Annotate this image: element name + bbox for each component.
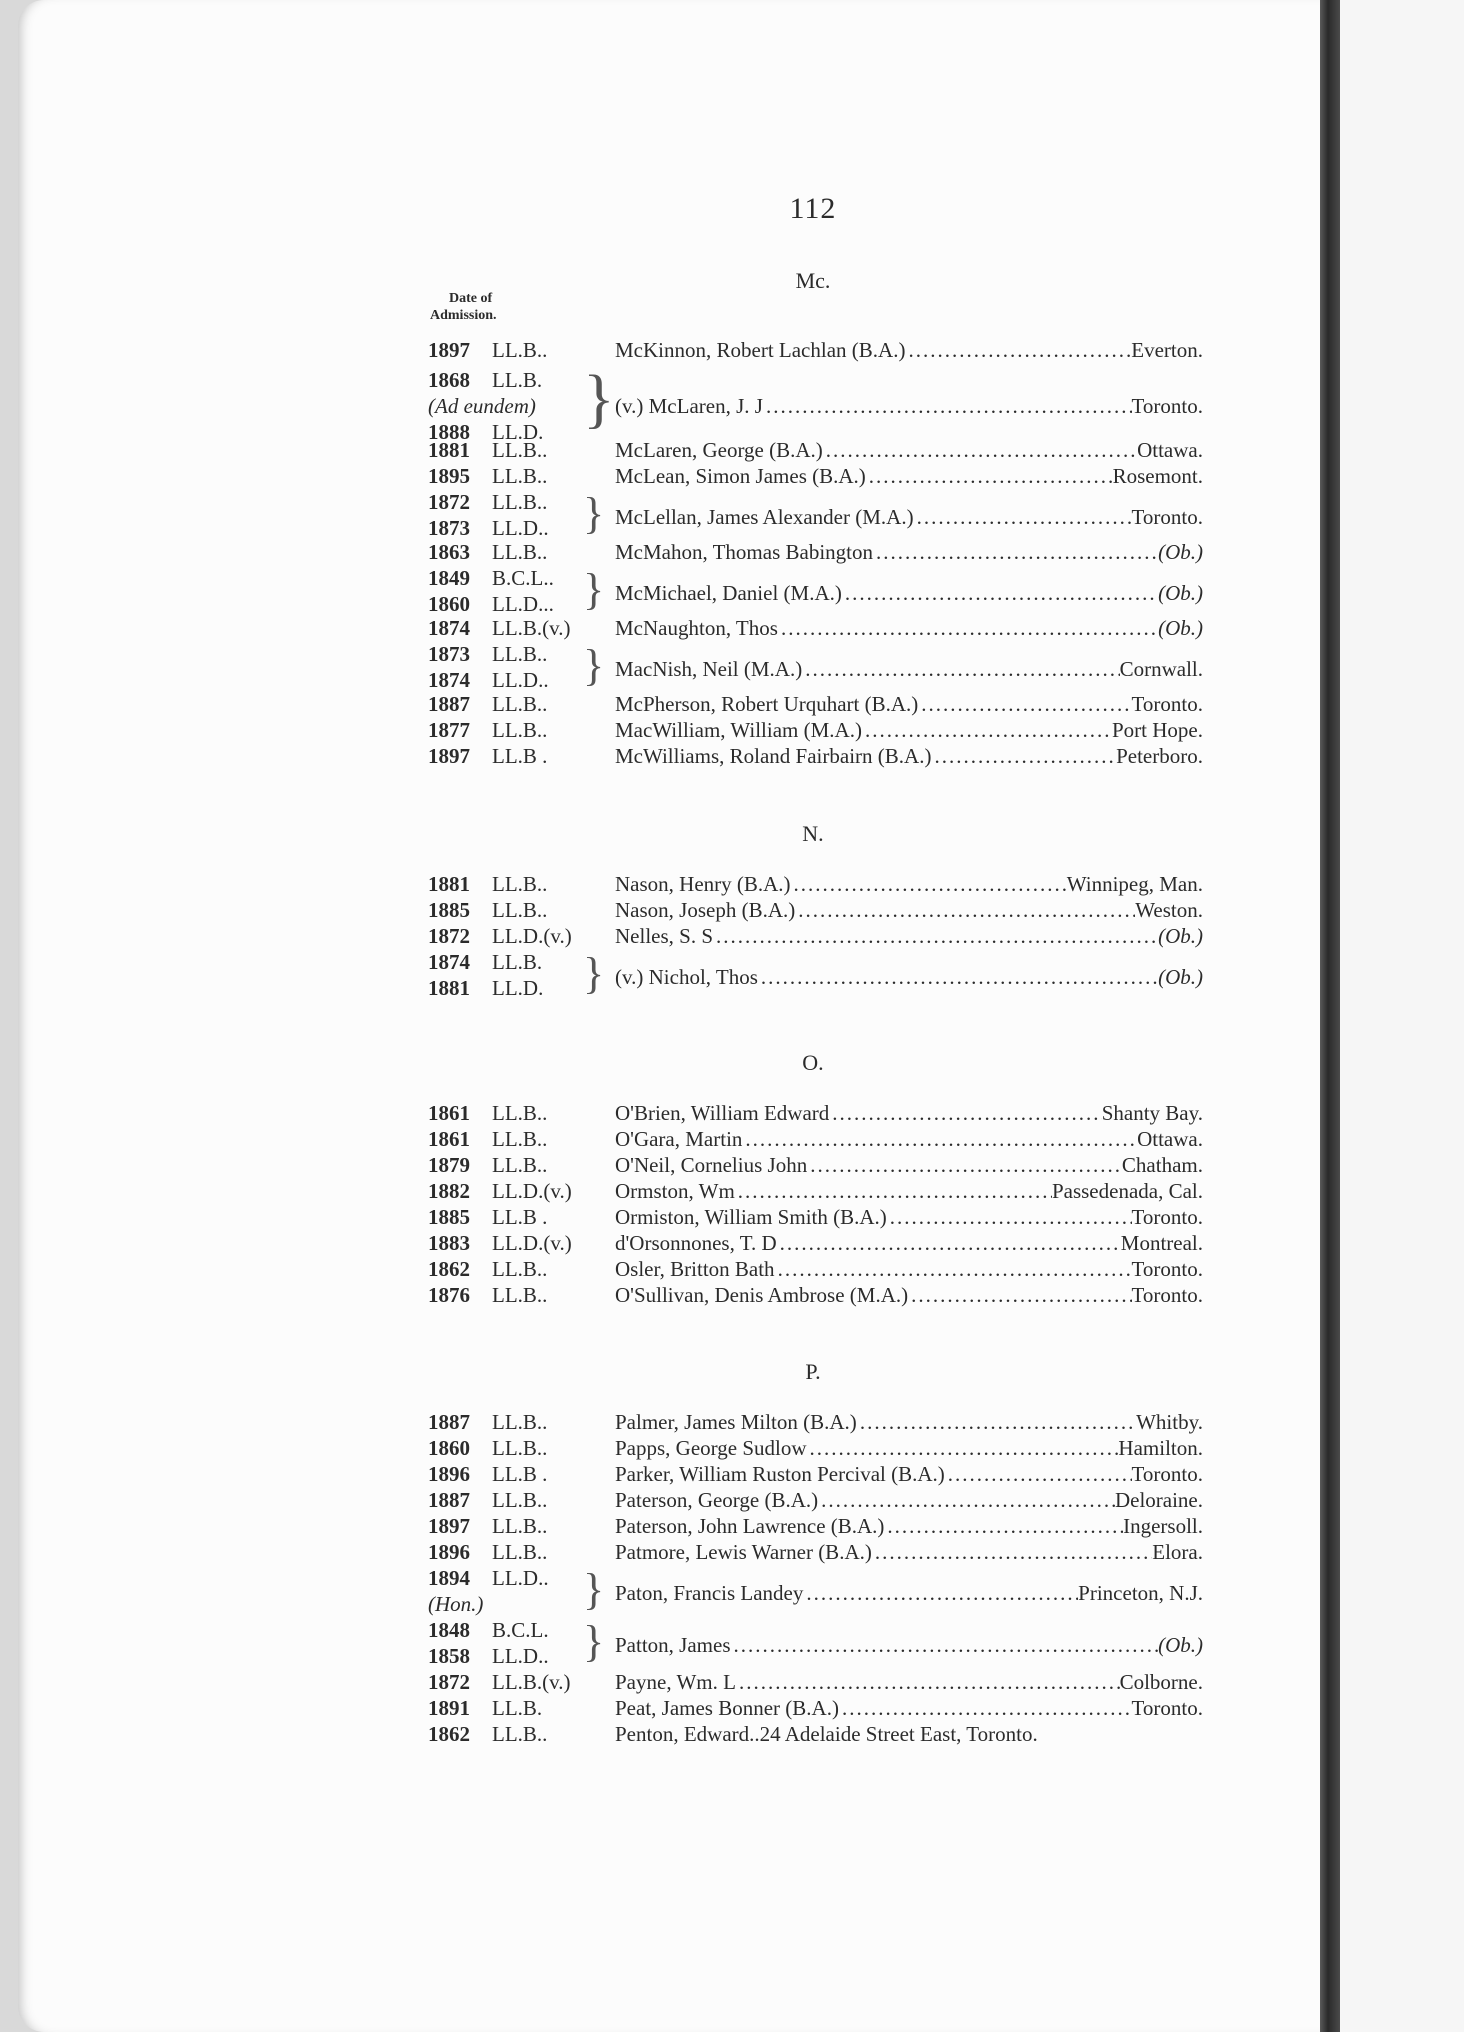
degree: LL.B.. [492, 490, 548, 514]
grouping-brace: } [583, 1565, 605, 1614]
degree: LL.D.. [492, 516, 549, 540]
entry-name: MacNish, Neil (M.A.) [615, 657, 803, 681]
dot-leader [803, 1581, 1078, 1606]
entry-line [615, 657, 1203, 682]
register-entry [428, 1488, 1203, 1514]
dot-leader [884, 1514, 1123, 1539]
register-entry [428, 1179, 1203, 1205]
degree: LL.B . [492, 1462, 548, 1486]
dot-leader [866, 464, 1113, 489]
admission-year: 1860 [428, 1436, 470, 1460]
entry-line [615, 1722, 1203, 1747]
section-heading: N. [802, 821, 824, 846]
dot-leader [742, 1127, 1137, 1152]
entry-place: Hamilton. [1118, 1436, 1203, 1460]
register-entry [428, 1257, 1203, 1283]
entry-line [615, 505, 1203, 530]
entry-name: Palmer, James Milton (B.A.) [615, 1410, 857, 1434]
degree: LL.D. [492, 420, 544, 444]
degree: LL.B.. [492, 1436, 548, 1460]
entry-place: (Ob.) [1158, 1633, 1203, 1657]
dot-leader [829, 1101, 1101, 1126]
dot-leader [908, 1283, 1131, 1308]
entry-place: Toronto. [1131, 505, 1203, 529]
grouping-brace: } [583, 489, 605, 538]
entry-place: Princeton, N.J. [1078, 1581, 1203, 1605]
register-entry [428, 692, 1203, 718]
entry-line [615, 1101, 1203, 1126]
dot-leader [857, 1410, 1136, 1435]
degree: LL.B . [492, 1205, 548, 1229]
degree: LL.B. [492, 1696, 543, 1720]
grouping-brace: } [583, 1617, 605, 1666]
entry-name: Paterson, George (B.A.) [615, 1488, 819, 1512]
entry-line [615, 616, 1203, 641]
entry-name: (v.) Nichol, Thos [615, 965, 758, 989]
dot-leader [839, 1696, 1132, 1721]
entry-place: Toronto. [1131, 692, 1203, 716]
admission-year: 1895 [428, 464, 470, 488]
entry-name: McLean, Simon James (B.A.) [615, 464, 866, 488]
entry-name: McMahon, Thomas Babington [615, 540, 874, 564]
register-entry [428, 1540, 1203, 1566]
register-entry [428, 924, 1203, 950]
degree: LL.B.. [492, 718, 548, 742]
entry-place: Toronto. [1131, 1205, 1203, 1229]
entry-place: Rosemont. [1112, 464, 1203, 488]
admission-year: 1885 [428, 1205, 470, 1229]
entry-line [615, 464, 1203, 489]
entry-place: Ottawa. [1137, 1127, 1203, 1151]
dot-leader [818, 1488, 1115, 1513]
degree: LL.D. [492, 976, 544, 1000]
entry-line [615, 1179, 1203, 1204]
admission-year: 1861 [428, 1101, 470, 1125]
entry-line [615, 1257, 1203, 1282]
dot-leader [945, 1462, 1132, 1487]
entry-place: (Ob.) [1158, 616, 1203, 640]
entry-name: Ormston, Wm [615, 1179, 735, 1203]
degree: LL.B.. [492, 540, 548, 564]
admission-year: 1888 [428, 420, 470, 444]
entry-line [615, 1205, 1203, 1230]
admission-year: 1881 [428, 976, 470, 1000]
admission-year: 1862 [428, 1722, 470, 1746]
grouping-brace: } [583, 641, 605, 690]
dot-leader [905, 338, 1131, 363]
entry-line [615, 744, 1203, 769]
entry-line [615, 438, 1203, 463]
register-entry [428, 490, 1203, 542]
dot-leader [823, 438, 1137, 463]
grouping-brace: } [583, 362, 615, 435]
admission-year: 1874 [428, 616, 470, 640]
register-entry [428, 464, 1203, 490]
admission-year: 1896 [428, 1540, 470, 1564]
register-entry [428, 1696, 1203, 1722]
entry-place: Montreal. [1120, 1231, 1203, 1255]
entry-place: (Ob.) [1158, 581, 1203, 605]
entry-line [615, 924, 1203, 949]
dot-leader [918, 692, 1131, 717]
entry-place: Passedenada, Cal. [1051, 1179, 1203, 1203]
entry-place: Everton. [1131, 338, 1203, 362]
entry-name: MacWilliam, William (M.A.) [615, 718, 862, 742]
admission-year: 1872 [428, 490, 470, 514]
book-gutter [1320, 0, 1340, 2032]
degree: LL.B.. [492, 872, 548, 896]
entry-name: Nelles, S. S [615, 924, 714, 948]
entry-place: Peterboro. [1116, 744, 1203, 768]
degree: LL.B.. [492, 1410, 548, 1434]
entry-line [615, 1283, 1203, 1308]
entry-line [615, 1696, 1203, 1721]
degree: LL.D.(v.) [492, 1231, 572, 1255]
degree: LL.B.. [492, 1101, 548, 1125]
admission-year: 1887 [428, 1410, 470, 1434]
register-entry [428, 1722, 1203, 1748]
degree: (Hon.) [428, 1592, 484, 1616]
register-entry [428, 1127, 1203, 1153]
dot-leader [887, 1205, 1132, 1230]
admission-year: 1887 [428, 692, 470, 716]
admission-year: 1881 [428, 438, 470, 462]
entry-name: O'Gara, Martin [615, 1127, 743, 1151]
facing-page-edge [1340, 0, 1464, 2032]
register-entry [428, 1153, 1203, 1179]
register-entry [428, 1205, 1203, 1231]
entry-line [615, 1540, 1203, 1565]
register-entry [428, 872, 1203, 898]
register-entry [428, 718, 1203, 744]
degree: LL.D.(v.) [492, 1179, 572, 1203]
entry-line [615, 1670, 1203, 1695]
degree: LL.B.. [492, 1514, 548, 1538]
register-entry [428, 950, 1203, 1002]
entry-line [615, 1514, 1203, 1539]
dot-leader [735, 1179, 1052, 1204]
admission-year: 1883 [428, 1231, 470, 1255]
entry-name: O'Sullivan, Denis Ambrose (M.A.) [615, 1283, 909, 1307]
dot-leader [842, 581, 1158, 606]
entry-place: Deloraine. [1114, 1488, 1203, 1512]
degree: LL.B.. [492, 1127, 548, 1151]
register-entry [428, 362, 1203, 446]
entry-place: Toronto. [1131, 1696, 1203, 1720]
admission-year: 1872 [428, 1670, 470, 1694]
entry-place: Shanty Bay. [1101, 1101, 1203, 1125]
dot-leader [778, 616, 1158, 641]
degree: LL.B.. [492, 464, 548, 488]
entry-name: Osler, Britton Bath [615, 1257, 775, 1281]
entry-line [615, 1462, 1203, 1487]
column-header-line-1: Date of [449, 291, 493, 306]
section-heading: Mc. [795, 268, 831, 293]
register-entry [428, 1618, 1203, 1670]
entry-place: Elora. [1152, 1540, 1203, 1564]
register-entry [428, 1436, 1203, 1462]
column-header-line-2: Admission. [430, 308, 497, 323]
degree: (Ad eundem) [428, 394, 536, 418]
dot-leader [713, 924, 1158, 949]
degree: LL.B.. [492, 438, 548, 462]
degree: B.C.L.. [492, 566, 554, 590]
register-entry [428, 1462, 1203, 1488]
register-entry [428, 1670, 1203, 1696]
register-entry [428, 438, 1203, 464]
dot-leader [872, 1540, 1152, 1565]
admission-year: 1873 [428, 516, 470, 540]
admission-year: 1897 [428, 1514, 470, 1538]
entry-name: McKinnon, Robert Lachlan (B.A.) [615, 338, 906, 362]
degree: LL.B.. [492, 1153, 548, 1177]
dot-leader [791, 872, 1067, 897]
entry-name: McNaughton, Thos [615, 616, 778, 640]
entry-line [615, 718, 1203, 743]
register-entry [428, 1410, 1203, 1436]
entry-place: Ottawa. [1137, 438, 1203, 462]
entry-place: Toronto. [1131, 394, 1203, 418]
entry-name: Paterson, John Lawrence (B.A.) [615, 1514, 885, 1538]
admission-year: 1882 [428, 1179, 470, 1203]
register-entry [428, 642, 1203, 694]
entry-name: Penton, Edward..24 Adelaide Street East, Toronto. [615, 1722, 1038, 1746]
admission-year: 1885 [428, 898, 470, 922]
degree: LL.B.(v.) [492, 1670, 571, 1694]
degree: LL.B. [492, 950, 543, 974]
admission-year: 1860 [428, 592, 470, 616]
degree: LL.D... [492, 592, 554, 616]
admission-year: 1874 [428, 668, 470, 692]
grouping-brace: } [583, 565, 605, 614]
admission-year: 1874 [428, 950, 470, 974]
entry-line [615, 540, 1203, 565]
degree: LL.B.. [492, 642, 548, 666]
entry-name: (v.) McLaren, J. J [615, 394, 763, 418]
entry-name: Peat, James Bonner (B.A.) [615, 1696, 839, 1720]
admission-year: 1858 [428, 1644, 470, 1668]
entry-name: McWilliams, Roland Fairbairn (B.A.) [615, 744, 932, 768]
page-number: 112 [789, 192, 837, 225]
degree: LL.D.. [492, 1644, 549, 1668]
degree: LL.B.. [492, 1540, 548, 1564]
entry-place: (Ob.) [1158, 965, 1203, 989]
entry-name: McLaren, George (B.A.) [615, 438, 823, 462]
admission-year: 1868 [428, 368, 470, 392]
degree: LL.D.. [492, 668, 549, 692]
degree: LL.B.. [492, 898, 548, 922]
register-entry [428, 744, 1203, 770]
degree: LL.B.. [492, 1257, 548, 1281]
entry-name: Ormiston, William Smith (B.A.) [615, 1205, 887, 1229]
entry-name: Paton, Francis Landey [615, 1581, 804, 1605]
admission-year: 1876 [428, 1283, 470, 1307]
degree: LL.D.. [492, 1566, 549, 1590]
entry-line [615, 1153, 1203, 1178]
section-heading: P. [805, 1359, 821, 1384]
dot-leader [873, 540, 1158, 565]
degree: LL.B.(v.) [492, 616, 571, 640]
register-entry [428, 616, 1203, 642]
dot-leader [914, 505, 1132, 530]
entry-name: Patmore, Lewis Warner (B.A.) [615, 1540, 872, 1564]
dot-leader [763, 394, 1132, 419]
column-header [430, 290, 497, 324]
register-entry [428, 338, 1203, 364]
degree: LL.B. [492, 368, 543, 392]
book-page [18, 0, 1320, 2032]
dot-leader [807, 1153, 1122, 1178]
register-entry [428, 566, 1203, 618]
degree: LL.B.. [492, 1283, 548, 1307]
entry-name: McLellan, James Alexander (M.A.) [615, 505, 914, 529]
section-heading: O. [802, 1050, 824, 1075]
entry-line [615, 965, 1203, 990]
entry-line [615, 338, 1203, 363]
dot-leader [807, 1436, 1119, 1461]
entry-place: (Ob.) [1158, 540, 1203, 564]
entry-line [615, 1488, 1203, 1513]
entry-place: (Ob.) [1158, 924, 1203, 948]
entry-line [615, 898, 1203, 923]
entry-line [615, 1436, 1203, 1461]
entry-line [615, 1410, 1203, 1435]
dot-leader [802, 657, 1119, 682]
admission-year: 1897 [428, 338, 470, 362]
entry-place: Toronto. [1131, 1257, 1203, 1281]
entry-place: Winnipeg, Man. [1066, 872, 1203, 896]
entry-place: Whitby. [1136, 1410, 1203, 1434]
entry-place: Toronto. [1131, 1283, 1203, 1307]
degree: LL.B.. [492, 692, 548, 716]
admission-year: 1863 [428, 540, 470, 564]
entry-line [615, 1633, 1203, 1658]
admission-year: 1896 [428, 1462, 470, 1486]
register-entry [428, 1514, 1203, 1540]
admission-year: 1848 [428, 1618, 470, 1642]
entry-place: Toronto. [1131, 1462, 1203, 1486]
grouping-brace: } [583, 949, 605, 998]
admission-year: 1877 [428, 718, 470, 742]
register-entry [428, 1566, 1203, 1618]
dot-leader [731, 1633, 1159, 1658]
admission-year: 1891 [428, 1696, 470, 1720]
admission-year: 1887 [428, 1488, 470, 1512]
entry-line [615, 394, 1203, 419]
register-entry [428, 1283, 1203, 1309]
entry-line [615, 872, 1203, 897]
entry-place: Port Hope. [1112, 718, 1203, 742]
admission-year: 1872 [428, 924, 470, 948]
register-entry [428, 1231, 1203, 1257]
degree: LL.D.(v.) [492, 924, 572, 948]
dot-leader [795, 898, 1135, 923]
admission-year: 1873 [428, 642, 470, 666]
dot-leader [758, 965, 1158, 990]
degree: LL.B.. [492, 338, 548, 362]
admission-year: 1849 [428, 566, 470, 590]
register-entry [428, 898, 1203, 924]
dot-leader [931, 744, 1116, 769]
entry-line [615, 581, 1203, 606]
register-entry [428, 1101, 1203, 1127]
entry-place: Chatham. [1121, 1153, 1203, 1177]
entry-line [615, 692, 1203, 717]
entry-name: McPherson, Robert Urquhart (B.A.) [615, 692, 919, 716]
admission-year: 1879 [428, 1153, 470, 1177]
admission-year: 1881 [428, 872, 470, 896]
entry-name: O'Neil, Cornelius John [615, 1153, 808, 1177]
admission-year: 1894 [428, 1566, 470, 1590]
entry-name: Patton, James [615, 1633, 731, 1657]
degree: LL.B . [492, 744, 548, 768]
entry-name: McMichael, Daniel (M.A.) [615, 581, 842, 605]
entry-name: Nason, Henry (B.A.) [615, 872, 791, 896]
dot-leader [736, 1670, 1120, 1695]
admission-year: 1862 [428, 1257, 470, 1281]
entry-name: O'Brien, William Edward [615, 1101, 830, 1125]
entry-place: Cornwall. [1119, 657, 1203, 681]
dot-leader [775, 1257, 1132, 1282]
dot-leader [862, 718, 1112, 743]
entry-name: Payne, Wm. L [615, 1670, 736, 1694]
entry-place: Weston. [1135, 898, 1203, 922]
degree: LL.B.. [492, 1722, 548, 1746]
entry-name: Parker, William Ruston Percival (B.A.) [615, 1462, 945, 1486]
entry-place: Ingersoll. [1123, 1514, 1203, 1538]
register-entry [428, 540, 1203, 566]
entry-name: d'Orsonnones, T. D [615, 1231, 777, 1255]
admission-year: 1897 [428, 744, 470, 768]
entry-name: Papps, George Sudlow [615, 1436, 807, 1460]
entry-line [615, 1231, 1203, 1256]
dot-leader [777, 1231, 1121, 1256]
entry-line [615, 1127, 1203, 1152]
degree: LL.B.. [492, 1488, 548, 1512]
entry-place: Colborne. [1119, 1670, 1203, 1694]
degree: B.C.L. [492, 1618, 549, 1642]
entry-name: Nason, Joseph (B.A.) [615, 898, 796, 922]
admission-year: 1861 [428, 1127, 470, 1151]
entry-line [615, 1581, 1203, 1606]
